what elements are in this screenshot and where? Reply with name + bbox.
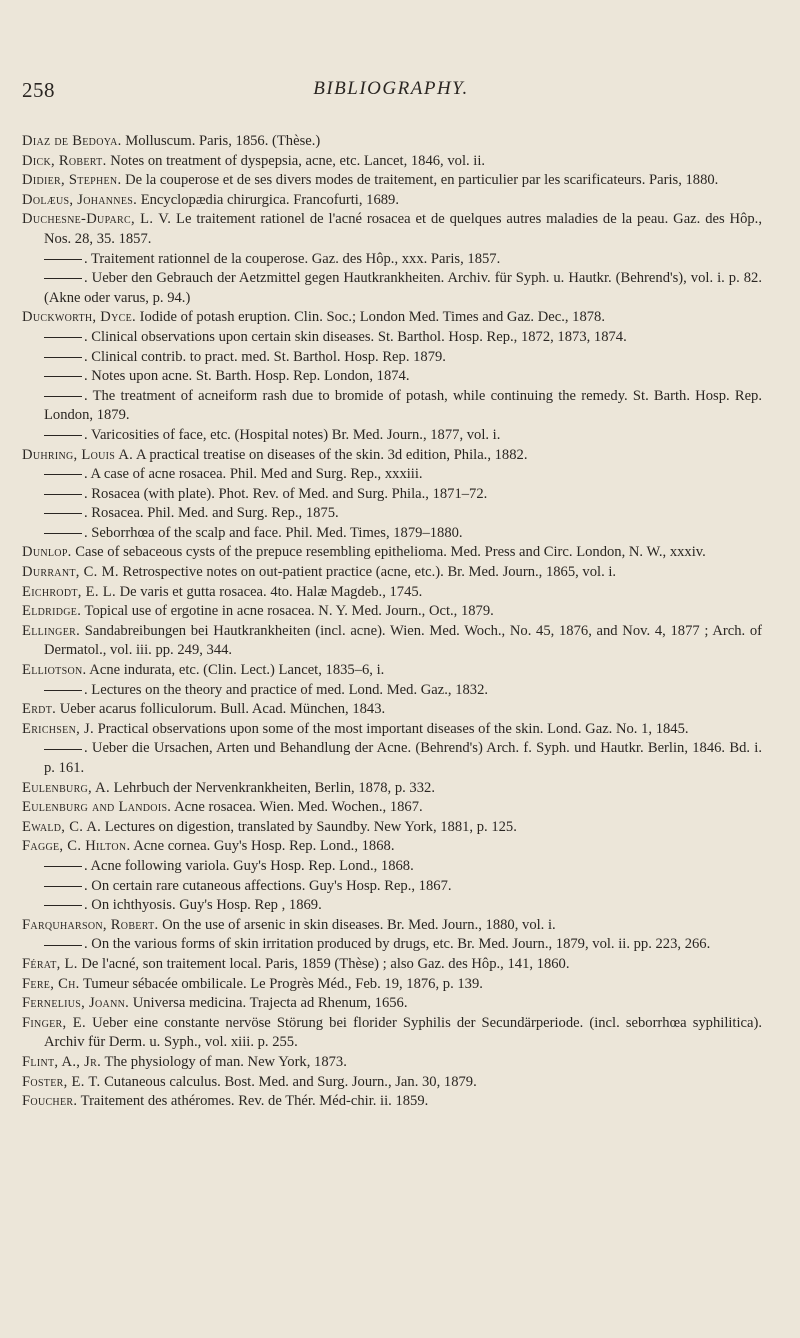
bibliography-entry [22, 308, 762, 328]
bibliography-entry [22, 191, 762, 211]
entry-author: Flint, A., Jr. [22, 1053, 102, 1070]
ditto-dash [44, 494, 82, 495]
entry-citation: Notes on treatment of dyspepsia, acne, etc. Lancet, 1846, vol. ii. [110, 152, 486, 169]
entry-citation: Case of sebaceous cysts of the prepuce resembling epithelioma. Med. Press and Circ. London, N. W., xxxiv. [75, 544, 706, 561]
entry-citation: The physiology of man. New York, 1873. [104, 1053, 347, 1070]
bibliography-entry [22, 543, 762, 563]
bibliography-entry [22, 720, 762, 740]
entry-citation: Encyclopædia chirurgica. Francofurti, 1689. [140, 191, 399, 208]
bibliography-entry [22, 250, 762, 270]
bibliography-entry [22, 681, 762, 701]
bibliography-list [22, 132, 762, 1112]
ditto-dash [44, 866, 82, 867]
entry-author: Eulenburg and Landois. [22, 799, 172, 816]
entry-author: Dick, Robert. [22, 152, 107, 169]
entry-citation: Acne indurata, etc. (Clin. Lect.) Lancet, 1835–6, i. [89, 662, 385, 679]
bibliography-entry [22, 1092, 762, 1112]
bibliography-entry [22, 210, 762, 249]
entry-citation: A practical treatise on diseases of the skin. 3d edition, Phila., 1882. [135, 446, 528, 463]
entry-citation: . Notes upon acne. St. Barth. Hosp. Rep. London, 1874. [84, 368, 410, 385]
ditto-dash [44, 278, 82, 279]
bibliography-entry [22, 387, 762, 426]
entry-author: Erichsen, J. [22, 720, 94, 737]
entry-author: Duckworth, Dyce. [22, 309, 136, 326]
entry-citation: Lectures on digestion, translated by Saundby. New York, 1881, p. 125. [104, 818, 517, 835]
page-header [22, 78, 760, 108]
bibliography-entry [22, 818, 762, 838]
bibliography-entry [22, 955, 762, 975]
bibliography-entry [22, 1053, 762, 1073]
bibliography-entry [22, 935, 762, 955]
entry-author: Erdt. [22, 701, 57, 718]
entry-citation: Traitement des athéromes. Rev. de Thér. Méd-chir. ii. 1859. [80, 1093, 429, 1110]
bibliography-entry [22, 1073, 762, 1093]
bibliography-entry [22, 524, 762, 544]
entry-author: Foster, E. T. [22, 1073, 101, 1090]
bibliography-entry [22, 367, 762, 387]
bibliography-entry [22, 426, 762, 446]
bibliography-entry [22, 563, 762, 583]
entry-author: Eulenburg, A. [22, 779, 110, 796]
entry-citation: Topical use of ergotine in acne rosacea. N. Y. Med. Journ., Oct., 1879. [84, 603, 494, 620]
bibliography-entry [22, 269, 762, 308]
entry-author: Duhring, Louis A. [22, 446, 134, 463]
entry-citation: . On the various forms of skin irritation produced by drugs, etc. Br. Med. Journ., 1879, vol. ii. pp. 223, 266. [84, 936, 711, 953]
ditto-dash [44, 886, 82, 887]
bibliography-entry [22, 779, 762, 799]
bibliography-entry [22, 857, 762, 877]
ditto-dash [44, 533, 82, 534]
entry-citation: . The treatment of acneiform rash due to bromide of potash, while continuing the remedy. St. Barth. Hosp. Rep. London, 1879. [44, 387, 762, 424]
bibliography-entry [22, 504, 762, 524]
entry-author: Fagge, C. Hilton. [22, 838, 131, 855]
entry-author: Farquharson, Robert. [22, 916, 159, 933]
entry-citation: Retrospective notes on out-patient practice (acne, etc.). Br. Med. Journ., 1865, vol. i. [122, 564, 617, 581]
entry-citation: Ueber eine constante nervöse Störung bei florider Syphilis der Secundärperiode. (incl. seborrhœa syphilitica). Archiv für Derm. u. Syph., vol. xiii. p. 255. [44, 1014, 762, 1051]
entry-citation: De varis et gutta rosacea. 4to. Halæ Magdeb., 1745. [119, 583, 423, 600]
page-number: 258 [22, 78, 55, 102]
bibliography-entry [22, 328, 762, 348]
ditto-dash [44, 749, 82, 750]
entry-citation: . Rosacea (with plate). Phot. Rev. of Med. and Surg. Phila., 1871–72. [84, 485, 488, 502]
entry-author: Foucher. [22, 1093, 78, 1110]
entry-author: Diaz de Bedoya. [22, 133, 122, 149]
entry-author: Finger, E. [22, 1014, 86, 1031]
entry-citation: Le traitement rationel de l'acné rosacea et de quelques autres maladies de la peau. Gaz. des Hôp., Nos. 28, 35. 1857. [44, 211, 762, 247]
entry-citation: Acne rosacea. Wien. Med. Wochen., 1867. [174, 799, 423, 816]
bibliography-entry [22, 837, 762, 857]
ditto-dash [44, 474, 82, 475]
ditto-dash [44, 690, 82, 691]
entry-citation: . Clinical contrib. to pract. med. St. Barthol. Hosp. Rep. 1879. [84, 348, 446, 365]
bibliography-entry [22, 994, 762, 1014]
bibliography-entry [22, 661, 762, 681]
ditto-dash [44, 945, 82, 946]
entry-citation: . Rosacea. Phil. Med. and Surg. Rep., 1875. [84, 505, 339, 522]
entry-citation: . Seborrhœa of the scalp and face. Phil. Med. Times, 1879–1880. [84, 524, 463, 541]
bibliography-entry [22, 975, 762, 995]
bibliography-entry [22, 877, 762, 897]
entry-citation: On the use of arsenic in skin diseases. Br. Med. Journ., 1880, vol. i. [162, 916, 556, 933]
bibliography-entry [22, 798, 762, 818]
bibliography-entry [22, 348, 762, 368]
entry-author: Didier, Stephen. [22, 172, 122, 189]
entry-citation: . Acne following variola. Guy's Hosp. Rep. Lond., 1868. [84, 857, 414, 874]
entry-citation: De l'acné, son traitement local. Paris, 1859 (Thèse) ; also Gaz. des Hôp., 141, 1860. [81, 955, 570, 972]
bibliography-entry [22, 152, 762, 172]
bibliography-entry [22, 465, 762, 485]
entry-author: Ellinger. [22, 622, 81, 639]
bibliography-entry [22, 916, 762, 936]
entry-citation: . On certain rare cutaneous affections. Guy's Hosp. Rep., 1867. [84, 877, 452, 894]
ditto-dash [44, 337, 82, 338]
entry-citation: . Varicosities of face, etc. (Hospital notes) Br. Med. Journ., 1877, vol. i. [84, 426, 501, 443]
entry-citation: Practical observations upon some of the most important diseases of the skin. Lond. Gaz. No. 1, 1845. [97, 720, 689, 737]
entry-citation: Molluscum. Paris, 1856. (Thèse.) [125, 133, 321, 149]
entry-citation: Sandabreibungen bei Hautkrankheiten (incl. acne). Wien. Med. Woch., No. 45, 1876, and Nov. 4, 1877 ; Arch. of Dermatol., vol. iii. pp. 249, 344. [44, 622, 762, 659]
bibliography-entry [22, 896, 762, 916]
ditto-dash [44, 357, 82, 358]
entry-author: Fere, Ch. [22, 975, 80, 992]
ditto-dash [44, 396, 82, 397]
bibliography-entry [22, 446, 762, 466]
entry-author: Eichrodt, E. L. [22, 583, 116, 600]
ditto-dash [44, 376, 82, 377]
entry-author: Durrant, C. M. [22, 564, 119, 581]
entry-author: Elliotson. [22, 662, 87, 679]
entry-author: Eldridge. [22, 603, 82, 620]
bibliography-entry [22, 583, 762, 603]
ditto-dash [44, 905, 82, 906]
entry-citation: Cutaneous calculus. Bost. Med. and Surg. Journ., Jan. 30, 1879. [104, 1073, 477, 1090]
entry-citation: . Ueber die Ursachen, Arten und Behandlung der Acne. (Behrend's) Arch. f. Syph. und Hautkr. Berlin, 1846. Bd. i. p. 161. [44, 740, 762, 776]
bibliography-entry [22, 602, 762, 622]
entry-citation: . A case of acne rosacea. Phil. Med and Surg. Rep., xxxiii. [84, 466, 423, 483]
bibliography-entry [22, 485, 762, 505]
entry-citation: Universa medicina. Trajecta ad Rhenum, 1656. [132, 995, 408, 1012]
entry-citation: . Lectures on the theory and practice of med. Lond. Med. Gaz., 1832. [84, 681, 489, 698]
entry-author: Duchesne-Duparc, L. V. [22, 211, 172, 228]
running-head: BIBLIOGRAPHY. [313, 78, 469, 99]
bibliography-entry [22, 1014, 762, 1053]
entry-citation: . Ueber den Gebrauch der Aetzmittel gegen Hautkrankheiten. Archiv. für Syph. u. Hautkr. (Behrend's), vol. i. p. 82. (Akne oder varus, p. 94.) [44, 270, 762, 306]
entry-citation: Acne cornea. Guy's Hosp. Rep. Lond., 1868. [133, 838, 395, 855]
bibliography-entry [22, 171, 762, 191]
ditto-dash [44, 435, 82, 436]
entry-citation: Iodide of potash eruption. Clin. Soc.; London Med. Times and Gaz. Dec., 1878. [139, 309, 605, 326]
ditto-dash [44, 513, 82, 514]
bibliography-entry [22, 739, 762, 778]
entry-citation: . On ichthyosis. Guy's Hosp. Rep , 1869. [84, 897, 322, 914]
entry-author: Ewald, C. A. [22, 818, 102, 835]
entry-author: Férat, L. [22, 955, 78, 972]
bibliography-entry [22, 132, 762, 152]
entry-citation: . Traitement rationnel de la couperose. Gaz. des Hôp., xxx. Paris, 1857. [84, 250, 501, 267]
entry-author: Fernelius, Joann. [22, 995, 130, 1012]
entry-citation: De la couperose et de ses divers modes de traitement, en particulier par les scarificateurs. Paris, 1880. [125, 172, 719, 189]
bibliography-entry [22, 700, 762, 720]
entry-citation: . Clinical observations upon certain skin diseases. St. Barthol. Hosp. Rep., 1872, 1873, 1874. [84, 328, 627, 345]
bibliography-entry [22, 622, 762, 661]
entry-author: Dolæus, Johannes. [22, 191, 138, 208]
entry-citation: Lehrbuch der Nervenkrankheiten, Berlin, 1878, p. 332. [113, 779, 435, 796]
ditto-dash [44, 259, 82, 260]
entry-citation: Ueber acarus folliculorum. Bull. Acad. München, 1843. [59, 701, 386, 718]
entry-citation: Tumeur sébacée ombilicale. Le Progrès Méd., Feb. 19, 1876, p. 139. [83, 975, 483, 992]
entry-author: Dunlop. [22, 544, 72, 561]
